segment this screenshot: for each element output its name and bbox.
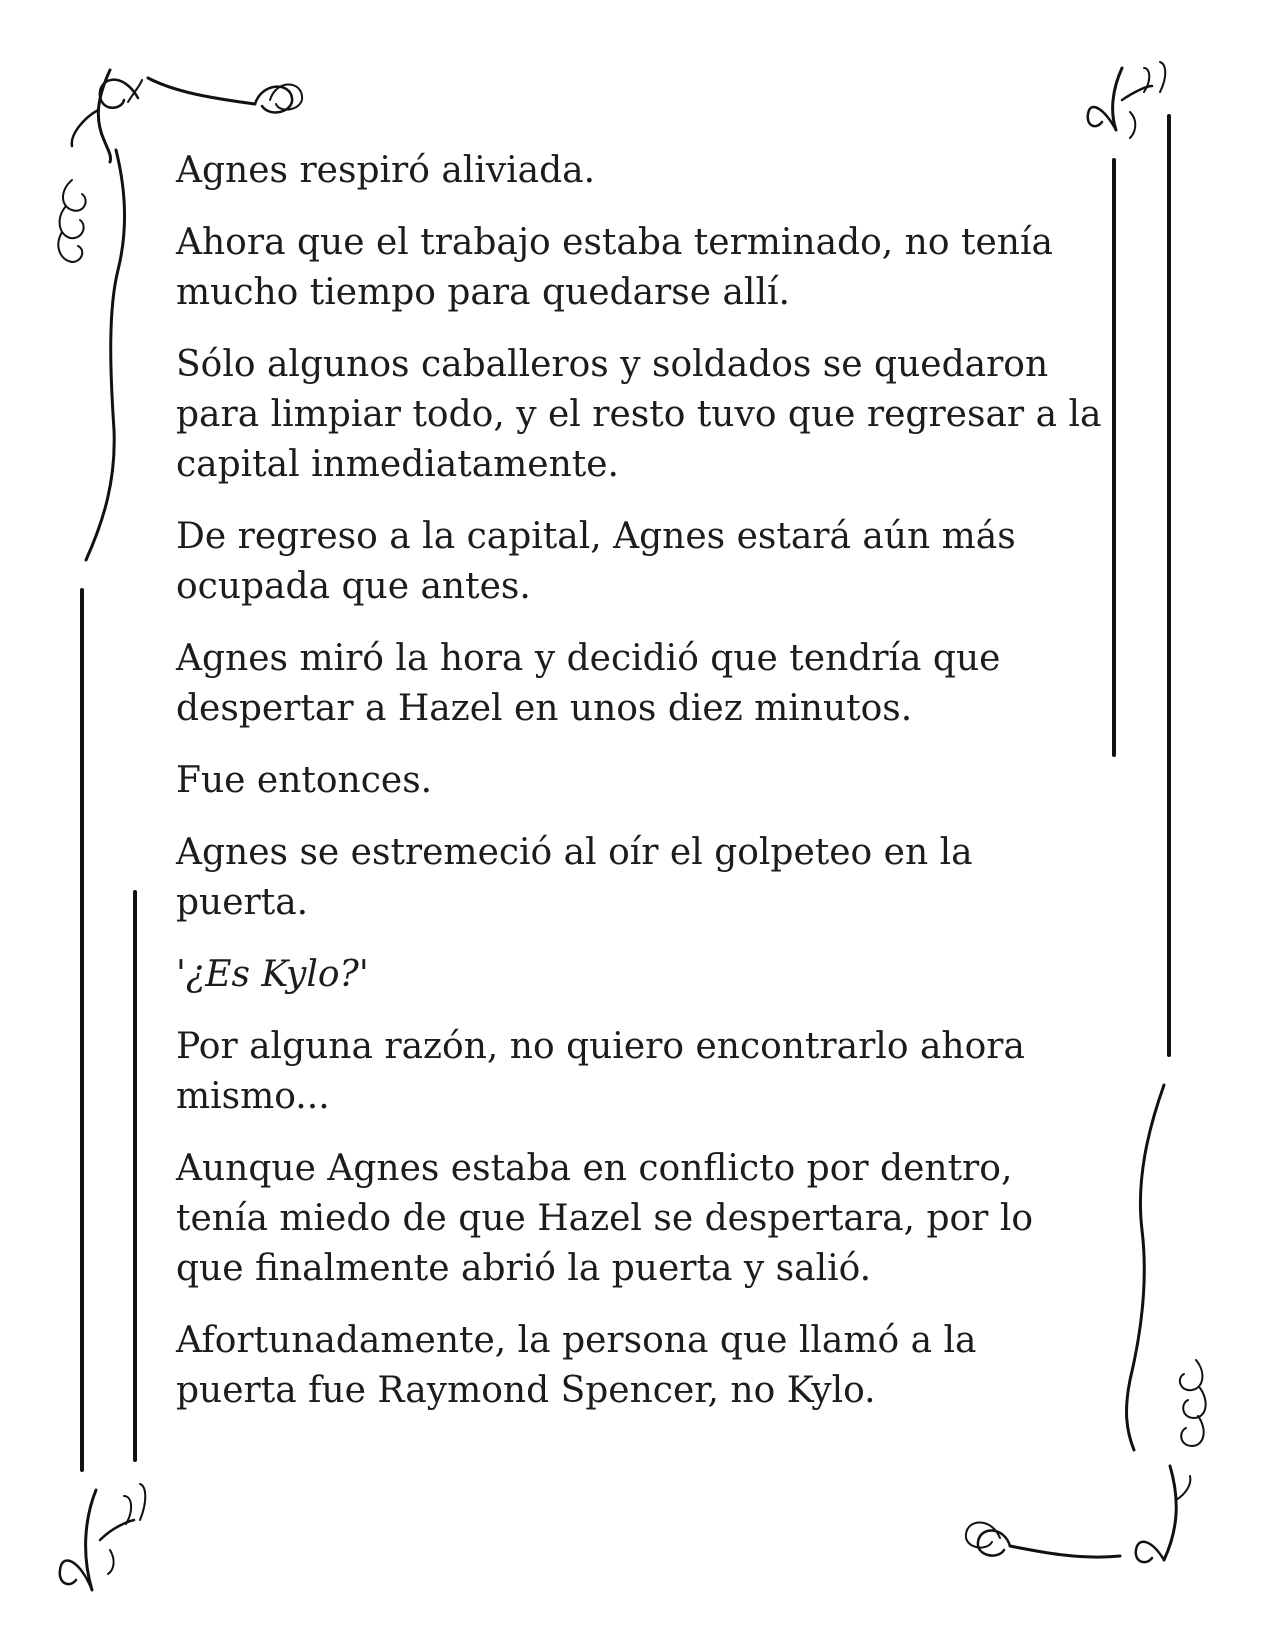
paragraph: Afortunadamente, la persona que llamó a la puerta fue Raymond Spencer, no Kylo. bbox=[176, 1320, 977, 1411]
paragraph: Sólo algunos caballeros y soldados se quedaron para limpiar todo, y el resto tuvo que regresar a la capital inmediatamente. bbox=[176, 344, 1102, 485]
paragraph: De regreso a la capital, Agnes estará aún más ocupada que antes. bbox=[176, 516, 1016, 607]
paragraph: Agnes se estremeció al oír el golpeteo en la puerta. bbox=[176, 832, 973, 923]
paragraph: Ahora que el trabajo estaba terminado, no tenía mucho tiempo para quedarse allí. bbox=[176, 222, 1053, 313]
bottom-left-flourish bbox=[60, 1484, 145, 1590]
top-right-flourish bbox=[1088, 62, 1166, 138]
paragraph: Agnes respiró aliviada. bbox=[176, 150, 596, 191]
paragraph: Aunque Agnes estaba en conflicto por dentro, tenía miedo de que Hazel se despertara, por lo que finalmente abrió la puerta y salió. bbox=[176, 1148, 1034, 1289]
paragraph: Fue entonces. bbox=[176, 760, 433, 801]
story-text bbox=[176, 146, 1106, 1438]
paragraph: Agnes miró la hora y decidió que tendría que despertar a Hazel en unos diez minutos. bbox=[176, 638, 1001, 729]
paragraph: Por alguna razón, no quiero encontrarlo ahora mismo... bbox=[176, 1026, 1025, 1117]
thought-paragraph: '¿Es Kylo?' bbox=[176, 954, 369, 995]
